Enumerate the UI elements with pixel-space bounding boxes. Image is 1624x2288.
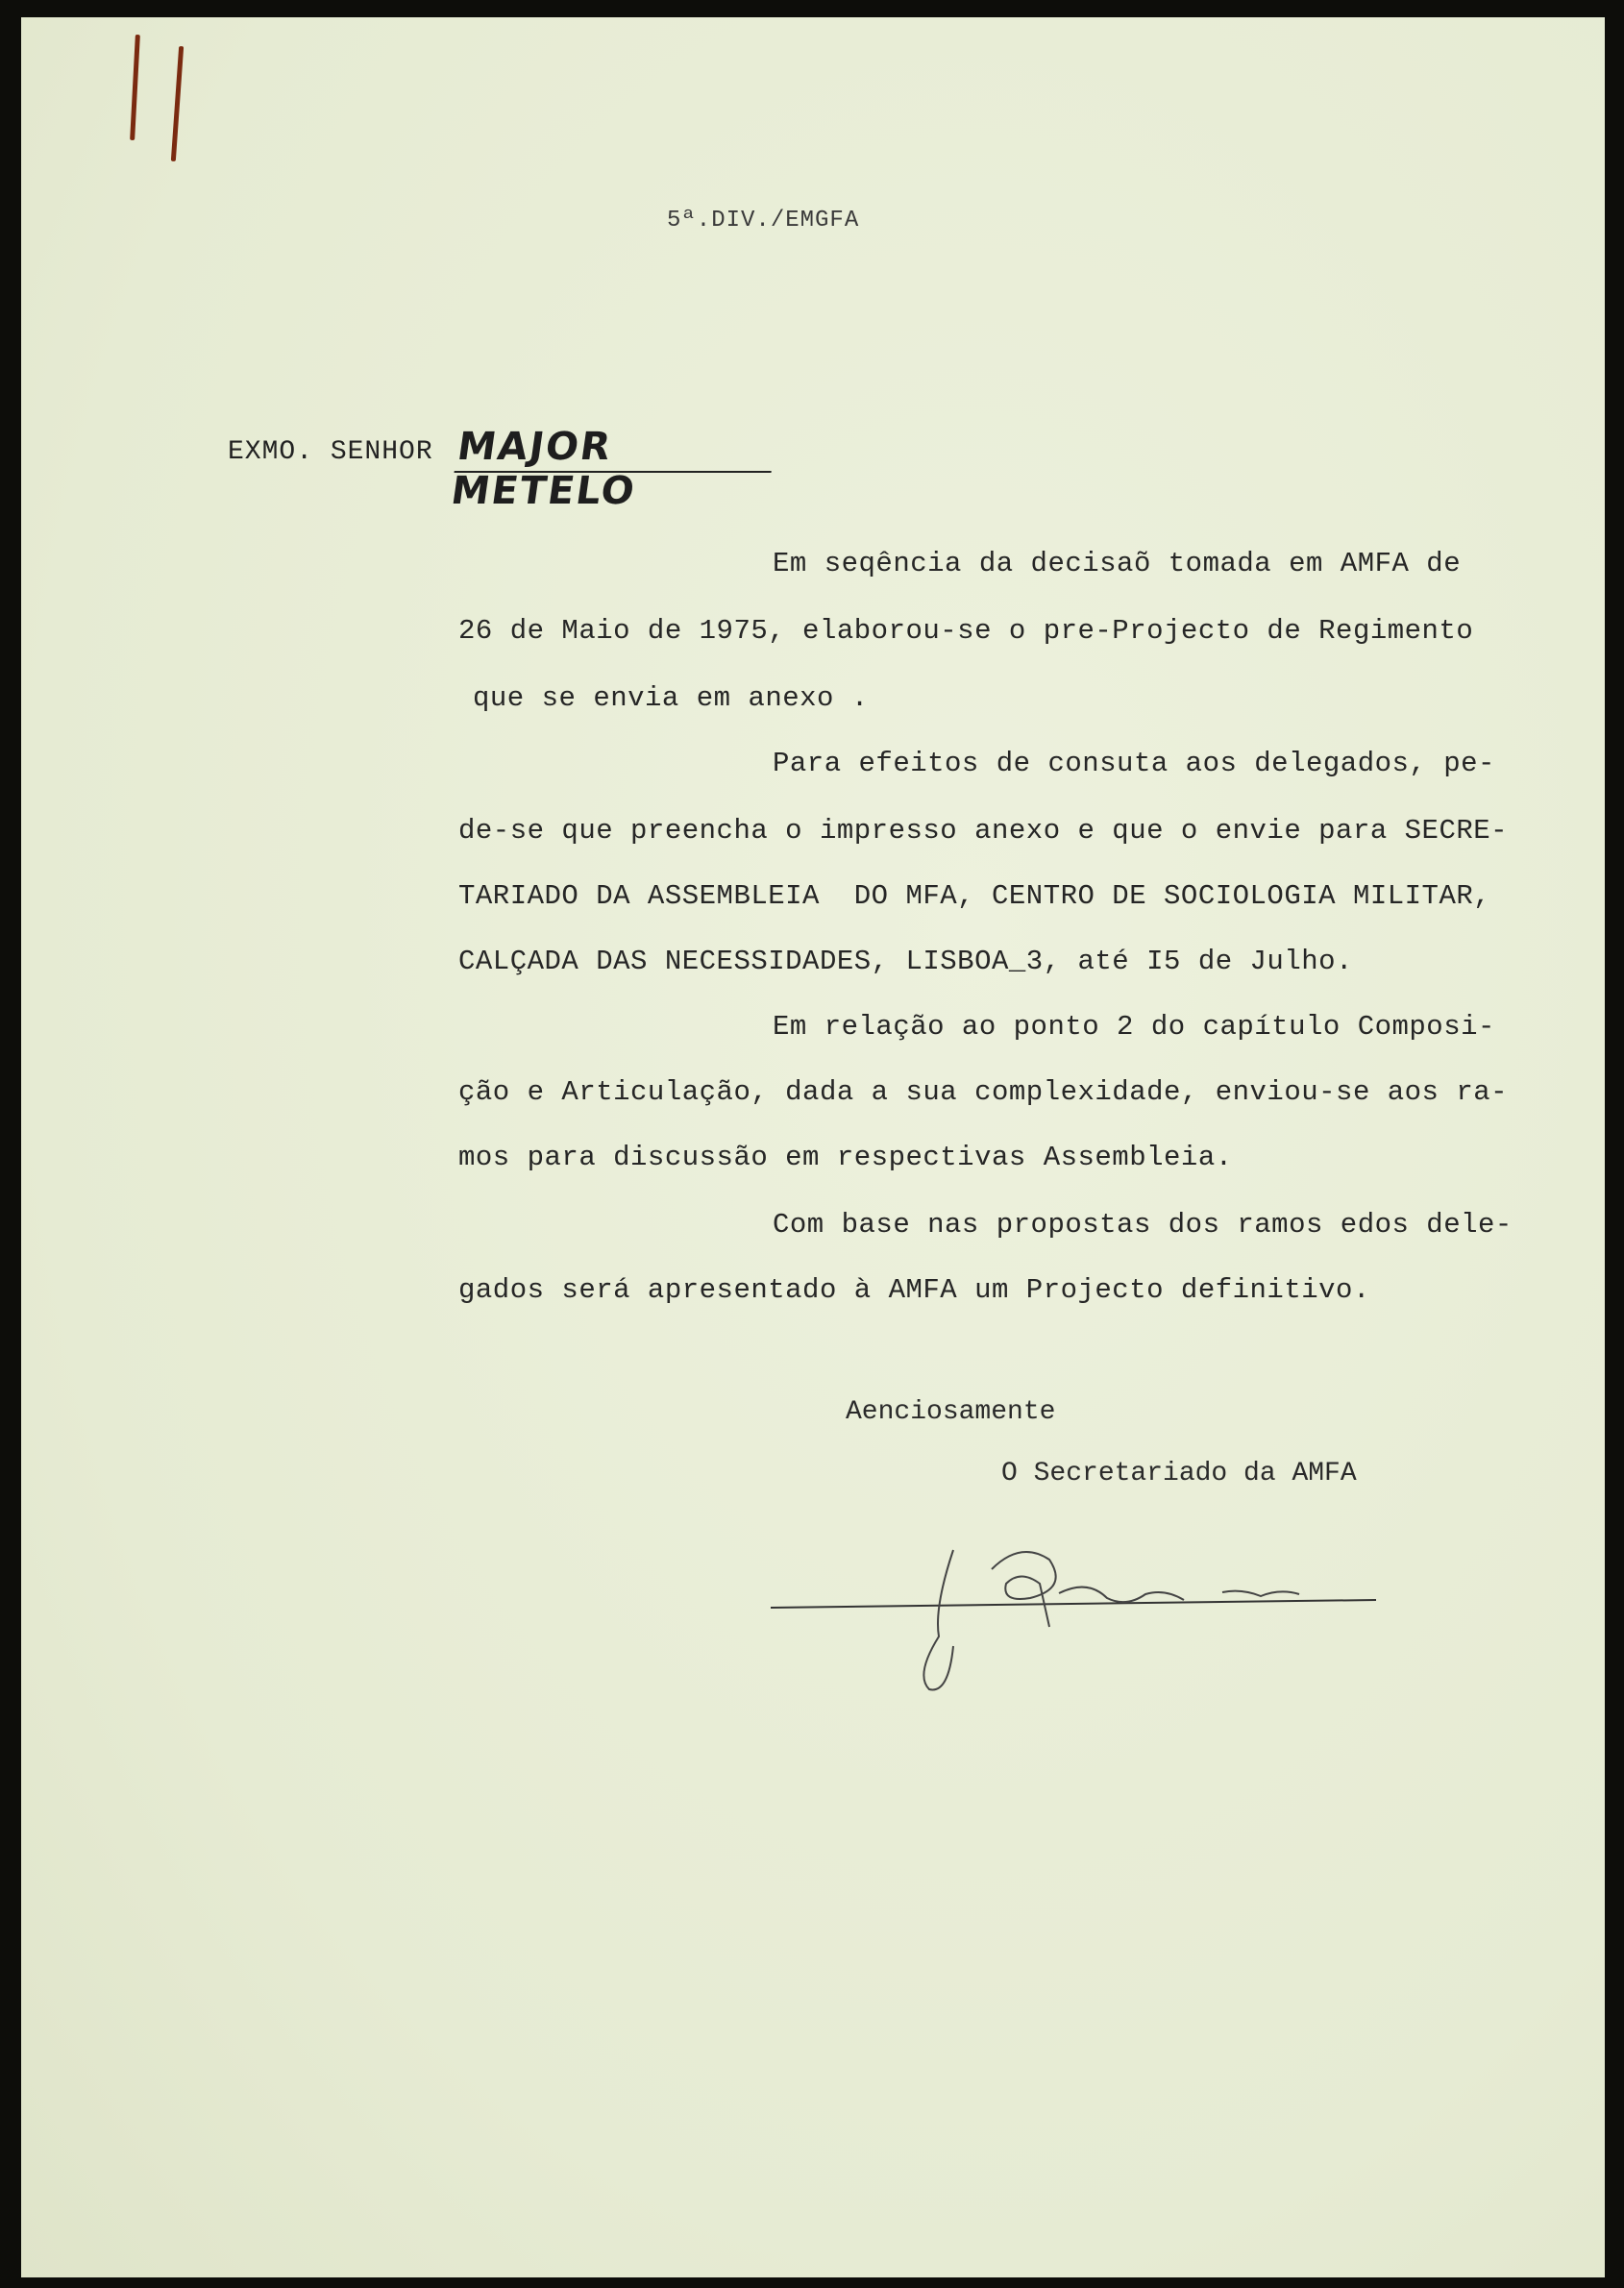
- body-line: Em relação ao ponto 2 do capítulo Composi-: [773, 1011, 1495, 1043]
- body-line: 26 de Maio de 1975, elaborou-se o pre-Projecto de Regimento: [458, 615, 1474, 647]
- body-line: CALÇADA DAS NECESSIDADES, LISBOA_3, até I5 de Julho.: [458, 946, 1353, 977]
- body-line: mos para discussão em respectivas Assembleia.: [458, 1142, 1233, 1173]
- body-line: de-se que preencha o impresso anexo e que o envie para SECRE-: [458, 815, 1509, 847]
- division-reference: 5ª.DIV./EMGFA: [667, 208, 860, 234]
- margin-mark-2: [171, 46, 184, 161]
- signatory-line: O Secretariado da AMFA: [1001, 1459, 1357, 1488]
- body-line: Em seqência da decisaõ tomada em AMFA de: [773, 548, 1462, 579]
- addressee-prefix: EXMO. SENHOR: [228, 437, 433, 467]
- handwritten-signature: [761, 1531, 1415, 1723]
- body-line: TARIADO DA ASSEMBLEIA DO MFA, CENTRO DE SOCIOLOGIA MILITAR,: [458, 880, 1491, 912]
- body-line: ção e Articulação, dada a sua complexidade, enviou-se aos ra-: [458, 1076, 1509, 1108]
- closing-salutation: Aenciosamente: [846, 1397, 1056, 1427]
- body-line: gados será apresentado à AMFA um Projecto definitivo.: [458, 1274, 1370, 1306]
- body-line: Com base nas propostas dos ramos edos dele-: [773, 1209, 1513, 1241]
- body-line: que se envia em anexo .: [473, 682, 869, 714]
- document-page: [21, 17, 1605, 2277]
- body-line: Para efeitos de consuta aos delegados, pe-: [773, 748, 1495, 779]
- handwritten-addressee: MAJOR METELO: [454, 425, 777, 473]
- margin-mark-1: [130, 35, 140, 140]
